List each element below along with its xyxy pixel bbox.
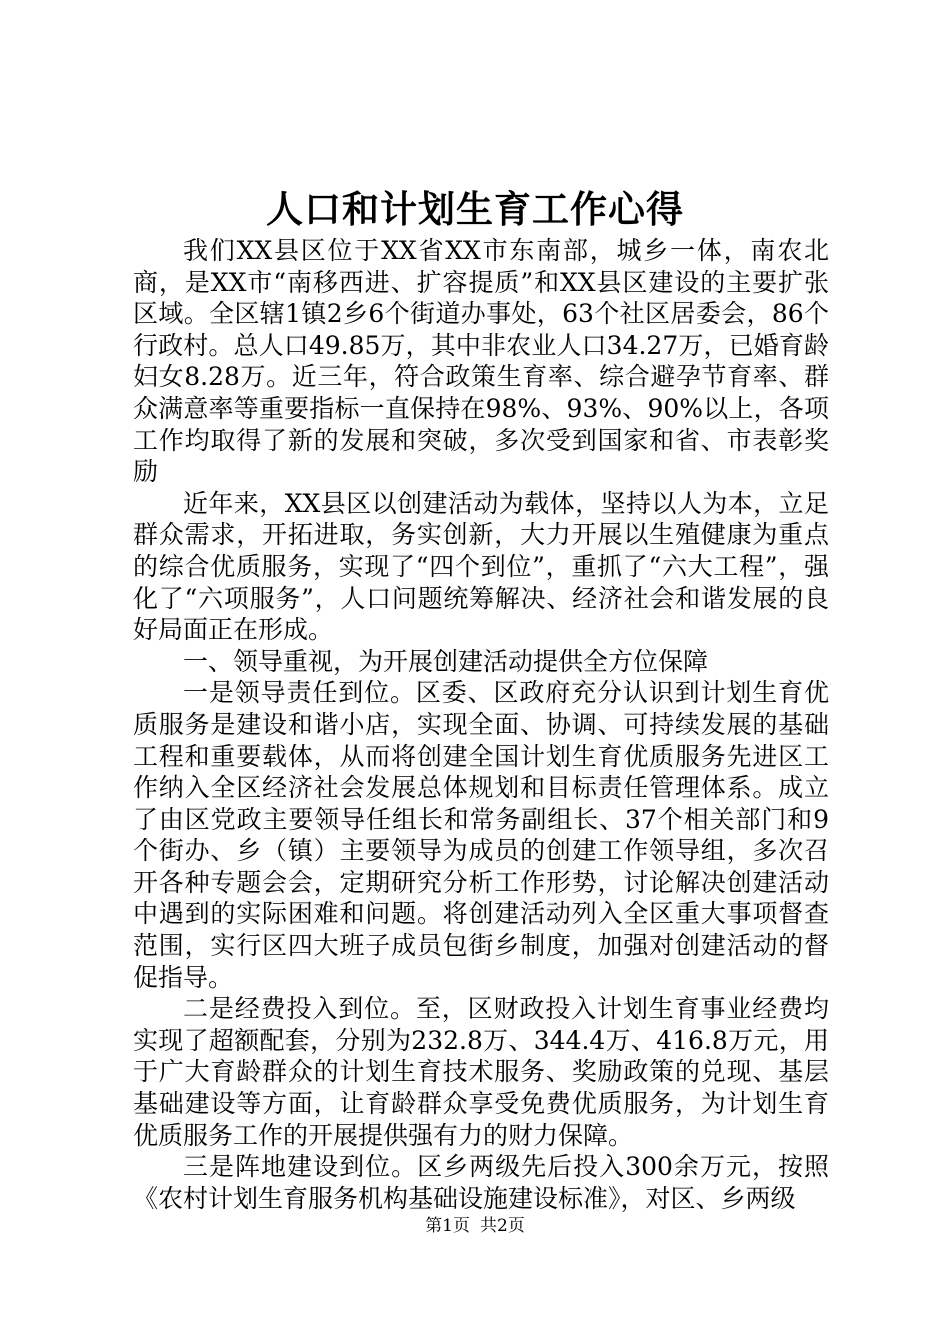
- paragraph-funding: 二是经费投入到位。至，区财政投入计划生育事业经费均实现了超额配套，分别为232.8万、344.4万、416.8万元，用于广大育龄群众的计划生育技术服务、奖励政策的兑现、基层基础建设等方面，让育龄群众享受免费优质服务，为计划生育优质服务工作的开展提供强有力的财力保障。: [133, 994, 829, 1150]
- page-footer: [0, 1214, 950, 1238]
- paragraph-overview: 近年来，XX县区以创建活动为载体，坚持以人为本，立足群众需求，开拓进取，务实创新，大力开展以生殖健康为重点的综合优质服务，实现了“四个到位”，重抓了“六大工程”，强化了“六项服务”，人口问题统筹解决、经济社会和谐发展的良好局面正在形成。: [133, 488, 829, 645]
- paragraph-leadership: 一是领导责任到位。区委、区政府充分认识到计划生育优质服务是建设和谐小店，实现全面、协调、可持续发展的基础工程和重要载体，从而将创建全国计划生育优质服务先进区工作纳入全区经济社会发展总体规划和目标责任管理体系。成立了由区党政主要领导任组长和常务副组长、37个相关部门和9个街办、乡（镇）主要领导为成员的创建工作领导组，多次召开各种专题会会，定期研究分析工作形势，讨论解决创建活动中遇到的实际困难和问题。将创建活动列入全区重大事项督查范围，实行区四大班子成员包街乡制度，加强对创建活动的督促指导。: [133, 678, 829, 992]
- document-body: [133, 235, 829, 1214]
- paragraph-intro: 我们XX县区位于XX省XX市东南部，城乡一体，南农北商，是XX市“南移西进、扩容提质”和XX县区建设的主要扩张区域。全区辖1镇2乡6个街道办事处，63个社区居委会，86个行政村。总人口49.85万，其中非农业人口34.27万，已婚育龄妇女8.28万。近三年，符合政策生育率、综合避孕节育率、群众满意率等重要指标一直保持在98%、93%、90%以上，各项工作均取得了新的发展和突破，多次受到国家和省、市表彰奖励: [133, 236, 829, 487]
- section-heading: 一、领导重视，为开展创建活动提供全方位保障: [183, 646, 709, 676]
- page-number: 第1页: [425, 1216, 470, 1236]
- document-title: 人口和计划生育工作心得: [266, 187, 684, 231]
- paragraph-facilities: 三是阵地建设到位。区乡两级先后投入300余万元，按照《农村计划生育服务机构基础设施建设标准》，对区、乡两级: [133, 1152, 829, 1213]
- page-count: 共2页: [480, 1216, 525, 1236]
